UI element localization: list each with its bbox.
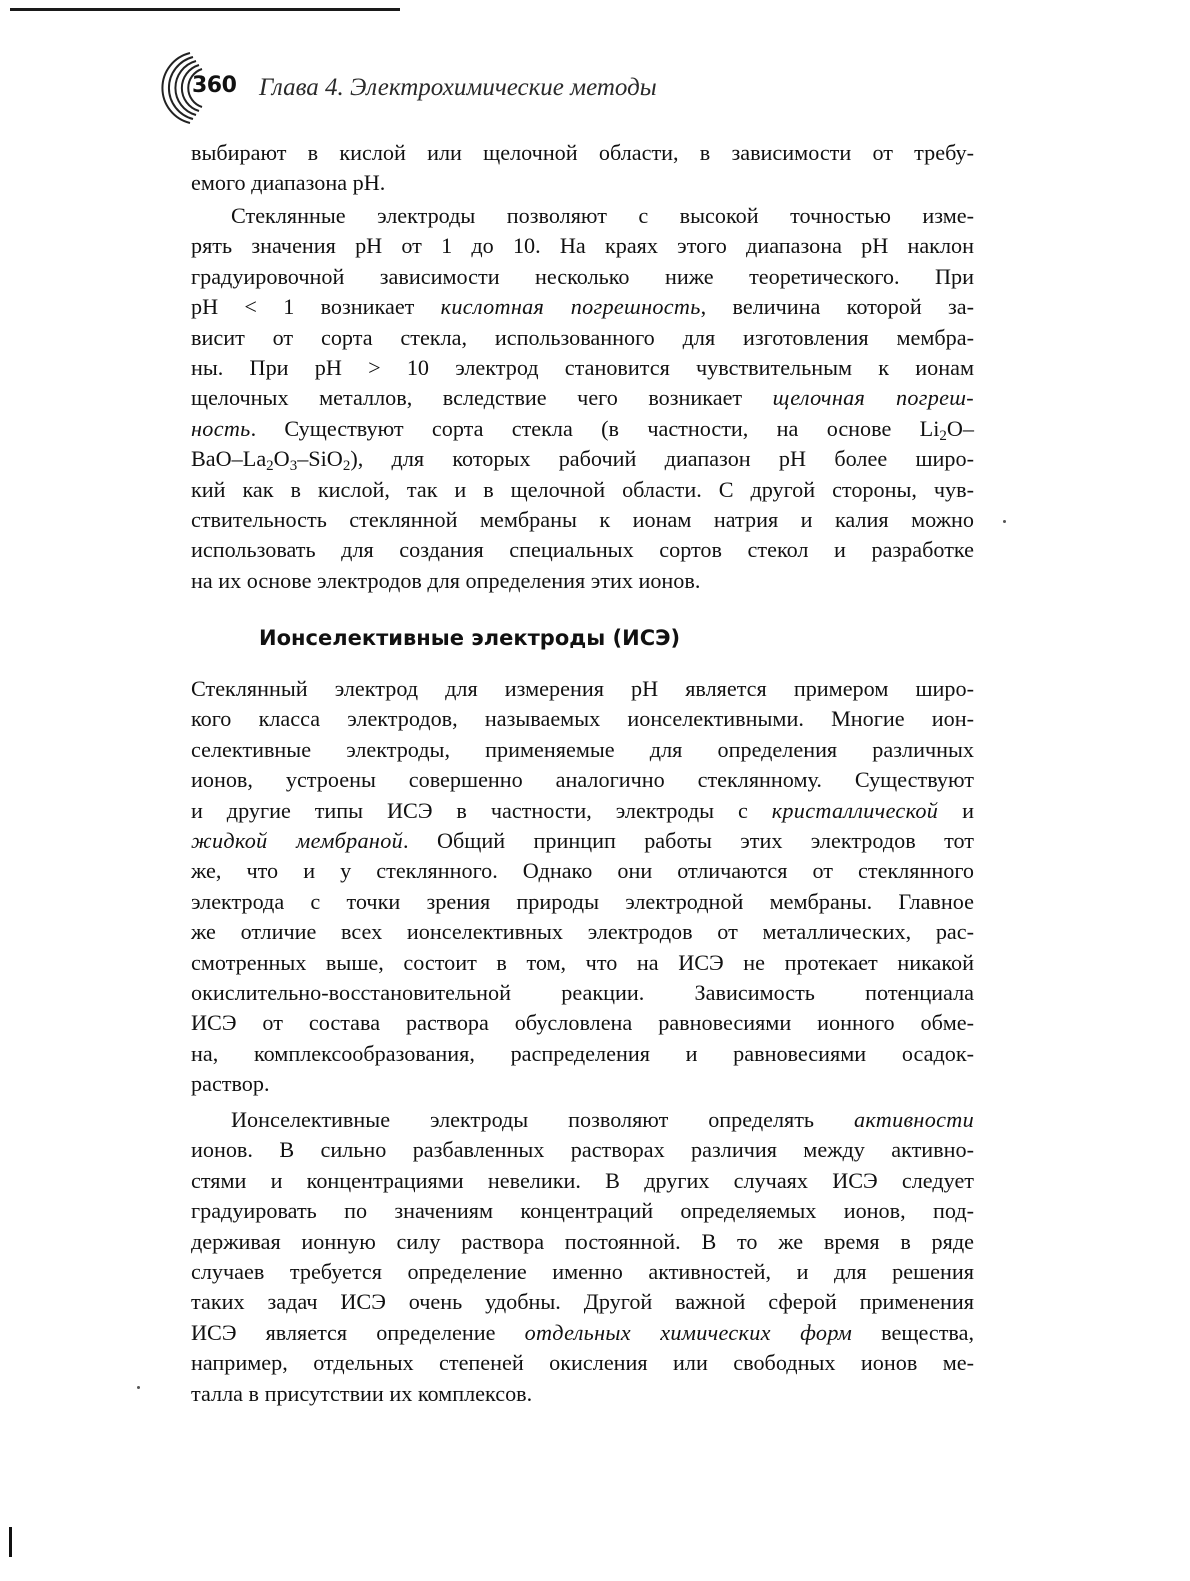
text-line: раствор. — [191, 1071, 270, 1097]
term-crystalline: кристаллической — [771, 797, 939, 823]
text-line: ность. Существуют сорта стекла (в частности, на основе $Li_2O-$ — [191, 415, 974, 444]
term-alkaline-error-end: ность — [191, 415, 251, 441]
text-line: держивая ионную силу раствора постоянной. В то же время в ряде — [191, 1228, 974, 1254]
text-line: ионов, устроены совершенно аналогично стеклянному. Существуют — [191, 767, 974, 793]
text-line: pH < 1 возникает кислотная погрешность, величина которой за- — [191, 294, 974, 320]
text-line: выбирают в кислой или щелочной области, в зависимости от требу- — [191, 140, 974, 165]
paragraph-ise-activities — [191, 1105, 974, 1409]
text-line: селективные электроды, применяемые для определения различных — [191, 736, 974, 762]
text-line: ИСЭ является определение отдельных химических форм вещества, — [191, 1319, 974, 1345]
text-line: например, отдельных степеней окисления или свободных ионов ме- — [191, 1350, 974, 1376]
text-line: градуировочной зависимости несколько ниже теоретического. При — [191, 263, 974, 289]
section-heading: Ионселективные электроды (ИСЭ) — [259, 626, 681, 650]
text-line: ствительность стеклянной мембраны к ионам натрия и калия можно — [191, 507, 974, 533]
text-line: таких задач ИСЭ очень удобны. Другой важной сферой применения — [191, 1289, 974, 1315]
text-line: жидкой мембраной. Общий принцип работы этих электродов тот — [191, 828, 975, 854]
text-line: на их основе электродов для определения этих ионов. — [191, 567, 701, 593]
text-line: Стеклянные электроды позволяют с высокой точностью изме- — [231, 203, 974, 228]
text-line: же отличие всех ионселективных электродов от металлических, рас- — [191, 919, 974, 945]
text-line: же, что и у стеклянного. Однако они отличаются от стеклянного — [191, 858, 974, 884]
text-line: случаев требуется определение именно активностей, и для решения — [191, 1259, 974, 1285]
text-line: ионов. В сильно разбавленных растворах различия между активно- — [191, 1137, 974, 1163]
text-line: висит от сорта стекла, использованного для изготовления мембра- — [191, 324, 974, 350]
text-line: окислительно-восстановительной реакции. Зависимость потенциала — [191, 980, 974, 1006]
text-line: талла в присутствии их комплексов. — [191, 1380, 533, 1406]
scan-speck — [1003, 520, 1006, 523]
text-line: BaO–$La_2O_3-SiO_2$), для которых рабочий диапазон pH более широ- — [191, 446, 974, 475]
term-chemical-forms: отдельных химических форм — [524, 1319, 853, 1345]
term-activities: активности — [854, 1107, 974, 1132]
text-line: щелочных металлов, вследствие чего возникает щелочная погреш- — [191, 385, 974, 411]
paragraph-ise-intro — [191, 674, 974, 1100]
paragraph-glass-electrodes — [191, 201, 974, 596]
text-line: Стеклянный электрод для измерения pH является примером широ- — [191, 676, 974, 701]
page-number: 360 — [192, 73, 237, 98]
paragraph-ph-range — [191, 138, 974, 199]
text-line: кого класса электродов, называемых ионселективными. Многие ион- — [191, 706, 974, 732]
text-line: стями и концентрациями невелики. В других случаях ИСЭ следует — [191, 1167, 974, 1193]
running-title: Глава 4. Электрохимические методы — [259, 74, 657, 101]
text-line: кий как в кислой, так и в щелочной области. С другой стороны, чув- — [191, 476, 974, 502]
text-line: емого диапазона pH. — [191, 170, 386, 196]
scan-edge-mark — [9, 1527, 12, 1557]
term-acid-error: кислотная погрешность — [440, 294, 701, 320]
top-scan-rule — [10, 8, 400, 11]
text-line: ИСЭ от состава раствора обусловлена равновесиями ионного обме- — [191, 1010, 974, 1036]
term-alkaline-error: щелочная погреш- — [772, 385, 974, 411]
text-line: и другие типы ИСЭ в частности, электроды с кристаллической и — [191, 797, 974, 823]
text-line: Ионселективные электроды позволяют определять активности — [231, 1107, 974, 1132]
text-line: на, комплексообразования, распределения и равновесиями осадок- — [191, 1040, 974, 1066]
term-liquid-membrane: жидкой мембраной — [191, 828, 404, 854]
text-line: использовать для создания специальных сортов стекол и разработке — [191, 537, 974, 563]
text-line: электрода с точки зрения природы электродной мембраны. Главное — [191, 888, 974, 914]
scan-speck — [137, 1386, 140, 1389]
text-line: рять значения pH от 1 до 10. На краях этого диапазона pH наклон — [191, 233, 974, 259]
text-line: ны. При pH > 10 электрод становится чувствительным к ионам — [191, 355, 974, 381]
text-line: градуировать по значениям концентраций определяемых ионов, под- — [191, 1198, 974, 1224]
text-line: смотренных выше, состоит в том, что на ИСЭ не протекает никакой — [191, 949, 974, 975]
